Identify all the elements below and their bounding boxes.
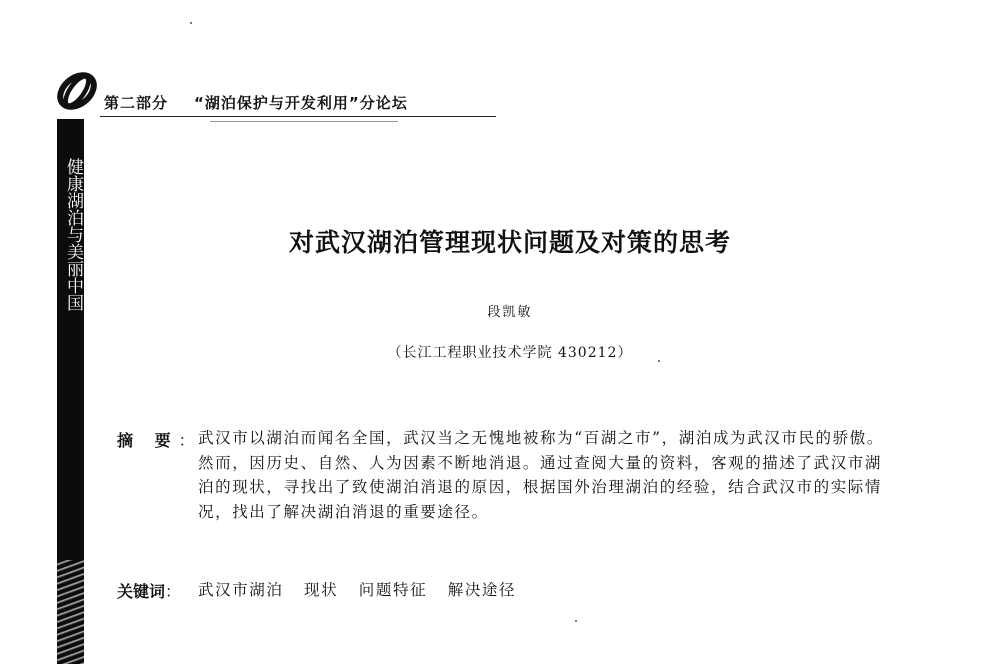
- header-divider: [100, 116, 496, 117]
- article-author: 段凯敏: [487, 305, 533, 320]
- section-forum: “湖泊保护与开发利用”分论坛: [194, 94, 408, 112]
- keyword-list: [198, 578, 516, 600]
- keyword-item: 武汉市湖泊: [198, 581, 284, 599]
- keywords-label: [117, 579, 181, 602]
- article-title: 对武汉湖泊管理现状问题及对策的思考: [288, 228, 731, 257]
- abstract-label-colon: ：: [178, 431, 195, 450]
- keyword-item: 解决途径: [447, 581, 517, 599]
- section-part: 第二部分: [104, 94, 169, 112]
- publisher-logo-icon: [54, 68, 100, 114]
- scan-speck: [190, 22, 192, 24]
- keyword-item: 现状: [304, 581, 339, 599]
- scan-speck: [658, 360, 660, 362]
- article-affiliation: （长江工程职业技术学院 430212）: [387, 345, 633, 361]
- abstract-text: 武汉市以湖泊而闻名全国，武汉当之无愧地被称为“百湖之市”，湖泊成为武汉市民的骄傲。然而，因历史、自然、人为因素不断地消退。通过查阅大量的资料，客观的描述了武汉市湖泊的现状，寻找出了致使湖泊消退的原因，根据国外治理湖泊的经验，结合武汉市的实际情况，找出了解决湖泊消退的重要途径。: [198, 429, 884, 521]
- abstract-label: [117, 428, 195, 451]
- keyword-item: 问题特征: [358, 581, 428, 599]
- abstract-label-text: 摘 要: [117, 431, 179, 450]
- scan-speck: [575, 620, 577, 622]
- section-header: [104, 92, 408, 113]
- side-bar-book-title: 健康湖泊与美丽中国: [63, 158, 83, 311]
- header-divider-secondary: [210, 121, 398, 122]
- side-bar-texture: [57, 560, 84, 664]
- keywords-label-colon: ：: [165, 582, 182, 601]
- keywords-label-text: 关键词: [117, 582, 166, 601]
